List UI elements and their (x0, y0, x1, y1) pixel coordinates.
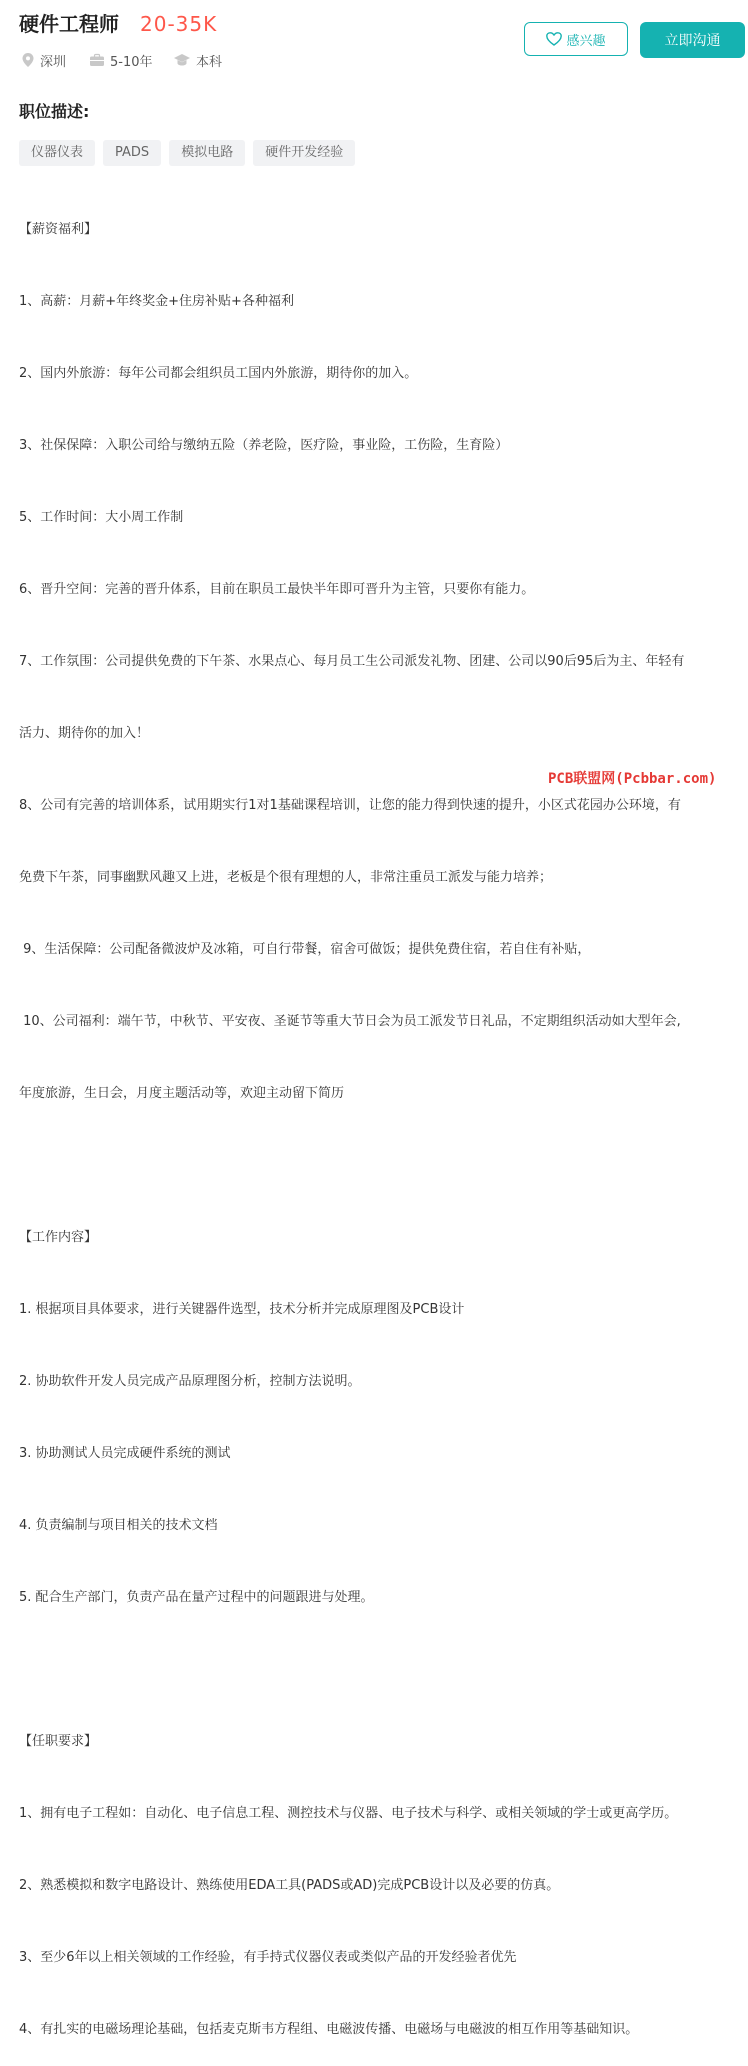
location-info (22, 50, 66, 70)
skill-tag: 模拟电路 (169, 140, 245, 166)
skill-tag: 硬件开发经验 (253, 140, 355, 166)
description-line: 2. 协助软件开发人员完成产品原理图分析，控制方法说明。 (19, 1374, 361, 1389)
description-line (19, 1658, 737, 1682)
description-line: 3、社保保障：入职公司给与缴纳五险（养老险，医疗险，事业险，工伤险，生育险） (19, 438, 509, 453)
description-line: 2、国内外旅游：每年公司都会组织员工国内外旅游，期待你的加入。 (19, 366, 418, 381)
description-line: 8、公司有完善的培训体系，试用期实行1对1基础课程培训，让您的能力得到快速的提升，小区式花园办公环境，有 (19, 798, 681, 813)
heart-icon (546, 32, 562, 46)
description-line (19, 1154, 737, 1178)
description-line: 【工作内容】 (19, 1230, 98, 1245)
interest-button[interactable] (524, 22, 628, 56)
section-title-job-description: 职位描述: (19, 102, 90, 121)
description-line: 3. 协助测试人员完成硬件系统的测试 (19, 1446, 231, 1461)
skill-tag: PADS (103, 140, 161, 166)
experience-text: 5-10年 (110, 54, 153, 70)
description-line: 1、高薪：月薪+年终奖金+住房补贴+各种福利 (19, 294, 294, 309)
watermark-text: PCB联盟网(Pcbbar.com) (548, 771, 717, 787)
briefcase-icon (90, 54, 104, 66)
job-description-body (19, 170, 737, 2066)
job-title: 硬件工程师 (19, 12, 119, 36)
description-line: 5. 配合生产部门，负责产品在量产过程中的问题跟进与处理。 (19, 1590, 374, 1605)
description-line: 1. 根据项目具体要求，进行关键器件选型，技术分析并完成原理图及PCB设计 (19, 1302, 465, 1317)
experience-info (90, 50, 153, 70)
description-line: 6、晋升空间：完善的晋升体系，目前在职员工最快半年即可晋升为主管，只要你有能力。 (19, 582, 535, 597)
description-line: 【薪资福利】 (19, 222, 98, 237)
description-line: 5、工作时间：大小周工作制 (19, 510, 184, 525)
chat-now-button[interactable]: 立即沟通 (640, 22, 745, 58)
description-line: 【任职要求】 (19, 1734, 98, 1749)
skill-tags (19, 140, 355, 166)
education-text: 本科 (196, 54, 223, 70)
education-info (174, 50, 222, 70)
graduation-cap-icon (174, 54, 190, 66)
interest-button-label: 感兴趣 (566, 33, 606, 49)
description-line: 9、生活保障：公司配备微波炉及冰箱，可自行带餐，宿舍可做饭；提供免费住宿，若自住有补贴， (19, 942, 591, 957)
description-line: 2、熟悉模拟和数字电路设计、熟练使用EDA工具(PADS或AD)完成PCB设计以及必要的仿真。 (19, 1878, 560, 1893)
description-line: 3、至少6年以上相关领域的工作经验，有手持式仪器仪表或类似产品的开发经验者优先 (19, 1950, 517, 1965)
location-pin-icon (22, 53, 34, 67)
description-line: 7、工作氛围：公司提供免费的下午茶、水果点心、每月员工生公司派发礼物、团建、公司以90后95后为主、年轻有 (19, 654, 685, 669)
description-line: 4、有扎实的电磁场理论基础，包括麦克斯韦方程组、电磁波传播、电磁场与电磁波的相互作用等基础知识。 (19, 2022, 639, 2037)
location-text: 深圳 (40, 54, 67, 70)
description-line: 10、公司福利：端午节，中秋节、平安夜、圣诞节等重大节日会为员工派发节日礼品，不定期组织活动如大型年会, (19, 1014, 681, 1029)
description-line: 1、拥有电子工程如：自动化、电子信息工程、测控技术与仪器、电子技术与科学、或相关领域的学士或更高学历。 (19, 1806, 678, 1821)
salary-range: 20-35K (140, 12, 218, 36)
skill-tag: 仪器仪表 (19, 140, 95, 166)
description-line: 免费下午茶，同事幽默风趣又上进，老板是个很有理想的人，非常注重员工派发与能力培养； (19, 870, 553, 885)
description-line: 年度旅游，生日会，月度主题活动等，欢迎主动留下简历 (19, 1086, 345, 1101)
description-line: 4. 负责编制与项目相关的技术文档 (19, 1518, 218, 1533)
description-line: 活力、期待你的加入！ (19, 726, 150, 741)
